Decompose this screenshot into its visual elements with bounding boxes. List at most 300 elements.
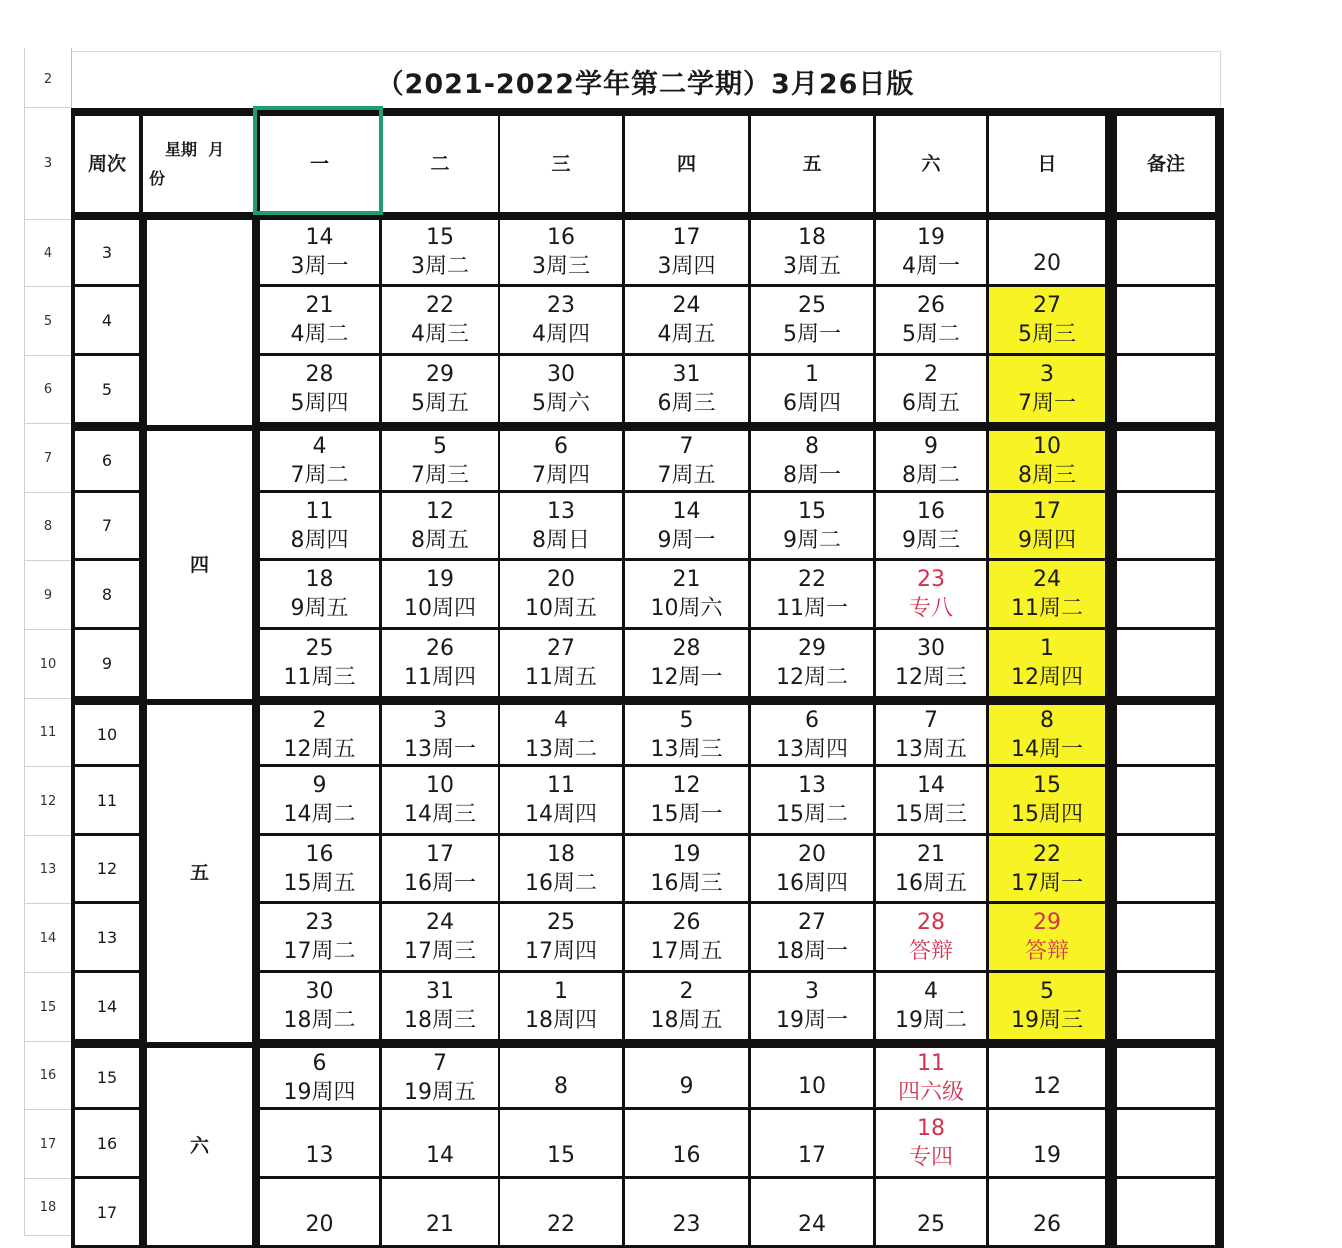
remark-cell[interactable] [1117,220,1215,284]
date-number: 28 [917,910,945,935]
date-note: 四六级 [897,1079,964,1105]
date-note: 15周一 [650,802,723,827]
date-note: 3周一 [290,254,349,279]
date-cell[interactable] [382,561,498,627]
month-cell[interactable]: 五 [147,705,252,1042]
date-note: 10周五 [525,596,597,621]
date-cell[interactable] [382,431,498,490]
date-cell[interactable] [751,630,873,696]
date-cell[interactable] [382,1110,498,1176]
week-number-cell[interactable]: 15 [75,1048,139,1107]
date-note: 15周三 [895,802,967,827]
date-cell[interactable] [260,220,379,284]
date-number: 21 [917,841,945,867]
date-cell[interactable] [260,561,379,627]
date-number: 3 [805,979,819,1004]
header-weekday-month-top: 星期 月 [165,140,225,159]
row-number[interactable]: 16 [25,1042,71,1110]
date-number: 12 [672,773,701,798]
date-cell[interactable] [876,973,986,1039]
date-note: 5周一 [783,322,841,347]
date-number: 6 [554,433,568,459]
date-cell[interactable] [382,767,498,833]
date-cell[interactable] [260,836,379,901]
date-number: 28 [305,362,334,387]
header-day-4[interactable]: 四 [625,116,748,212]
row-number[interactable]: 17 [25,1110,71,1179]
date-number: 26 [917,293,945,318]
date-number: 5 [679,707,694,733]
date-number: 15 [798,498,826,524]
header-remark[interactable]: 备注 [1117,116,1215,212]
remark-cell[interactable] [1117,767,1215,833]
date-cell[interactable] [382,630,498,696]
remark-cell[interactable] [1117,287,1215,353]
date-note: 11周四 [404,665,476,690]
date-cell[interactable] [876,220,986,284]
date-number: 4 [554,707,568,733]
month-cell[interactable]: 四 [147,431,252,699]
row-number[interactable]: 18 [25,1179,71,1236]
date-number: 14 [917,773,945,798]
date-cell[interactable] [260,705,379,764]
date-number: 30 [305,979,334,1004]
week-number-cell[interactable]: 9 [75,630,139,696]
date-number: 13 [798,773,826,798]
date-note: 18周四 [525,1008,597,1033]
date-cell[interactable] [260,973,379,1039]
date-cell[interactable] [876,630,986,696]
date-cell[interactable] [989,1179,1105,1245]
remark-cell[interactable] [1117,1110,1215,1176]
date-note: 18周一 [776,939,848,964]
date-cell[interactable] [625,767,748,833]
date-cell[interactable] [500,1048,622,1107]
date-cell[interactable] [500,705,622,764]
date-number: 16 [547,225,575,250]
date-cell[interactable] [989,767,1105,833]
date-note: 16周一 [404,870,476,896]
row-number[interactable]: 12 [25,767,71,836]
date-number: 25 [798,293,826,318]
date-number: 23 [917,567,945,592]
date-number: 18 [547,841,575,867]
date-cell[interactable] [989,630,1105,696]
date-number: 27 [798,910,826,935]
date-number: 11 [547,773,575,798]
date-note: 6周三 [657,391,716,416]
date-note: 13周一 [404,736,476,762]
date-cell[interactable] [876,493,986,558]
header-day-6[interactable]: 六 [876,116,986,212]
row-number-gutter [24,48,72,1236]
date-note: 7周一 [1018,391,1076,416]
row-number[interactable]: 11 [25,699,71,767]
date-note: 4周二 [290,322,349,347]
date-cell[interactable] [625,904,748,970]
date-cell[interactable] [500,356,622,422]
week-number-cell[interactable]: 12 [75,836,139,901]
date-cell[interactable] [751,1179,873,1245]
date-cell[interactable] [751,1110,873,1176]
date-number: 2 [312,707,327,733]
date-cell[interactable] [500,630,622,696]
date-number: 18 [917,1116,945,1141]
remark-cell[interactable] [1117,356,1215,422]
date-number: 19 [426,567,454,592]
date-note: 16周二 [525,870,597,896]
date-cell[interactable] [260,493,379,558]
date-number: 29 [798,636,826,661]
date-note: 13周五 [895,736,967,762]
date-cell[interactable] [751,705,873,764]
date-note: 13周二 [525,736,597,762]
remark-cell[interactable] [1117,973,1215,1039]
week-number-cell[interactable]: 6 [75,431,139,490]
date-note: 8周日 [532,527,590,553]
row-number[interactable]: 15 [25,973,71,1042]
row-number[interactable]: 10 [25,630,71,699]
date-cell[interactable] [625,431,748,490]
date-number: 7 [924,707,938,733]
sheet-title[interactable]: （2021-2022学年第二学期）3月26日版 [71,51,1221,110]
date-note: 14周一 [1011,736,1083,762]
week-number-cell[interactable]: 13 [75,904,139,970]
date-note: 专四 [908,1145,953,1170]
date-cell[interactable] [382,904,498,970]
date-number: 4 [312,433,327,459]
date-note: 9周一 [657,527,716,553]
date-number: 9 [679,1074,694,1099]
date-number: 10 [426,773,454,798]
week-number-cell[interactable]: 10 [75,705,139,764]
date-cell[interactable] [625,493,748,558]
date-number: 12 [426,498,454,524]
remark-cell[interactable] [1117,1048,1215,1107]
date-number: 15 [426,225,454,250]
week-number-cell[interactable]: 11 [75,767,139,833]
row-number[interactable]: 14 [25,904,71,973]
date-cell[interactable] [625,561,748,627]
header-weekday-month-bottom: 份 [149,169,166,188]
date-cell[interactable] [382,287,498,353]
date-cell[interactable] [751,836,873,901]
date-cell[interactable] [500,493,622,558]
month-cell[interactable] [147,220,252,425]
date-cell[interactable] [500,431,622,490]
row-number[interactable]: 5 [25,287,71,356]
remark-cell[interactable] [1117,904,1215,970]
date-cell[interactable] [500,904,622,970]
date-number: 9 [312,773,327,798]
date-note: 3周四 [657,254,716,279]
date-number: 10 [798,1074,826,1099]
date-number: 11 [917,1050,945,1076]
date-number: 22 [1033,841,1061,867]
date-number: 2 [679,979,694,1004]
date-note: 12周一 [650,665,723,690]
header-day-7[interactable]: 日 [989,116,1105,212]
date-note: 19周五 [404,1079,476,1105]
header-week-number[interactable]: 周次 [75,116,139,212]
date-cell[interactable] [382,493,498,558]
date-cell[interactable] [876,287,986,353]
date-note: 8周三 [1018,462,1076,488]
date-note: 9周五 [290,596,349,621]
week-number-cell[interactable]: 17 [75,1179,139,1245]
date-number: 7 [433,1050,447,1076]
date-number: 17 [672,225,701,250]
date-cell[interactable] [260,1110,379,1176]
date-cell[interactable] [500,1110,622,1176]
date-note: 答辩 [1024,939,1069,964]
date-number: 19 [1033,1143,1061,1168]
date-cell[interactable] [876,904,986,970]
date-cell[interactable] [751,431,873,490]
date-cell[interactable] [876,836,986,901]
date-note: 9周三 [902,527,960,553]
date-note: 12周五 [283,736,356,762]
date-cell[interactable] [500,1179,622,1245]
date-cell[interactable] [751,1048,873,1107]
header-weekday-month[interactable] [143,116,253,212]
date-number: 2 [924,362,938,387]
date-cell[interactable] [382,705,498,764]
week-number-cell[interactable]: 7 [75,493,139,558]
date-cell[interactable] [260,630,379,696]
remark-cell[interactable] [1117,561,1215,627]
date-number: 25 [917,1212,945,1237]
date-cell[interactable] [260,1048,379,1107]
remark-cell[interactable] [1117,705,1215,764]
date-cell[interactable] [989,973,1105,1039]
header-day-5[interactable]: 五 [751,116,873,212]
date-cell[interactable] [751,356,873,422]
date-cell[interactable] [500,561,622,627]
date-note: 5周二 [902,322,960,347]
date-number: 8 [1040,707,1054,733]
date-note: 13周四 [776,736,848,762]
date-number: 18 [305,567,334,592]
date-cell[interactable] [260,1179,379,1245]
date-cell[interactable] [382,973,498,1039]
date-cell[interactable] [625,356,748,422]
date-cell[interactable] [751,904,873,970]
date-number: 30 [917,636,945,661]
date-note: 17周二 [283,939,356,964]
date-cell[interactable] [625,630,748,696]
date-number: 10 [1033,433,1061,459]
date-cell[interactable] [500,767,622,833]
date-number: 21 [672,567,701,592]
header-day-3[interactable]: 三 [500,116,622,212]
date-cell[interactable] [260,356,379,422]
date-cell[interactable] [751,973,873,1039]
row-number[interactable]: 4 [25,220,71,287]
date-number: 22 [798,567,826,592]
header-day-2[interactable]: 二 [382,116,498,212]
date-note: 5周六 [532,391,590,416]
date-number: 14 [426,1143,454,1168]
date-cell[interactable] [989,561,1105,627]
date-cell[interactable] [751,561,873,627]
date-number: 6 [805,707,819,733]
date-cell[interactable] [876,1048,986,1107]
row-number[interactable]: 9 [25,561,71,630]
date-cell[interactable] [625,1048,748,1107]
date-cell[interactable] [625,973,748,1039]
date-cell[interactable] [382,1179,498,1245]
date-note: 16周四 [776,870,848,896]
date-note: 14周四 [525,802,597,827]
date-number: 20 [305,1212,334,1237]
date-cell[interactable] [751,767,873,833]
date-cell[interactable] [751,287,873,353]
date-cell[interactable] [989,220,1105,284]
date-note: 5周三 [1018,322,1076,347]
date-note: 7周三 [411,462,469,488]
week-number-cell[interactable]: 3 [75,220,139,284]
date-cell[interactable] [500,220,622,284]
week-number-cell[interactable]: 16 [75,1110,139,1176]
row-number[interactable]: 6 [25,356,71,424]
date-number: 11 [305,498,334,524]
calendar-grid [71,108,1224,1248]
date-number: 3 [433,707,447,733]
date-cell[interactable] [751,220,873,284]
date-note: 16周五 [895,870,967,896]
date-number: 8 [805,433,819,459]
date-note: 12周四 [1011,665,1083,690]
date-cell[interactable] [989,287,1105,353]
date-note: 12周三 [895,665,967,690]
week-number-cell[interactable]: 8 [75,561,139,627]
date-note: 4周一 [902,254,960,279]
date-note: 7周五 [657,462,716,488]
date-number: 22 [547,1212,575,1237]
date-number: 21 [426,1212,454,1237]
date-note: 18周二 [283,1008,356,1033]
date-note: 8周二 [902,462,960,488]
date-number: 24 [672,293,701,318]
date-cell[interactable] [382,836,498,901]
date-note: 4周五 [657,322,716,347]
remark-cell[interactable] [1117,630,1215,696]
row-number[interactable]: 13 [25,836,71,904]
date-number: 31 [426,979,454,1004]
date-cell[interactable] [876,356,986,422]
date-cell[interactable] [382,1048,498,1107]
header-day-1[interactable]: 一 [260,116,379,212]
remark-cell[interactable] [1117,431,1215,490]
date-cell[interactable] [260,767,379,833]
date-cell[interactable] [500,836,622,901]
date-note: 9周四 [1018,527,1076,553]
date-number: 25 [547,910,575,935]
date-cell[interactable] [382,356,498,422]
date-number: 12 [1033,1074,1061,1099]
date-number: 14 [672,498,701,524]
date-cell[interactable] [989,1110,1105,1176]
date-number: 20 [1033,251,1061,276]
date-cell[interactable] [751,493,873,558]
date-cell[interactable] [625,287,748,353]
date-note: 15周二 [776,802,848,827]
date-cell[interactable] [260,287,379,353]
date-note: 17周一 [1011,870,1083,896]
row-number[interactable]: 3 [25,108,71,220]
date-note: 5周五 [411,391,469,416]
date-number: 23 [305,910,334,935]
date-cell[interactable] [500,973,622,1039]
date-note: 11周二 [1011,596,1083,621]
week-number-cell[interactable]: 4 [75,287,139,353]
date-cell[interactable] [989,431,1105,490]
date-number: 30 [547,362,575,387]
week-number-cell[interactable]: 14 [75,973,139,1039]
date-cell[interactable] [625,220,748,284]
row-number[interactable]: 7 [25,424,71,493]
date-cell[interactable] [625,1110,748,1176]
date-cell[interactable] [989,836,1105,901]
date-cell[interactable] [876,561,986,627]
date-cell[interactable] [625,705,748,764]
date-number: 25 [305,636,334,661]
date-number: 19 [672,841,701,867]
date-cell[interactable] [876,705,986,764]
date-note: 7周四 [532,462,590,488]
date-number: 16 [917,498,945,524]
date-note: 11周一 [776,596,848,621]
date-cell[interactable] [260,904,379,970]
date-note: 19周二 [895,1008,967,1033]
date-cell[interactable] [500,287,622,353]
date-cell[interactable] [876,767,986,833]
date-cell[interactable] [876,1179,986,1245]
date-cell[interactable] [625,1179,748,1245]
date-number: 27 [1033,293,1061,318]
remark-cell[interactable] [1117,493,1215,558]
date-cell[interactable] [989,705,1105,764]
date-number: 6 [312,1050,327,1076]
date-cell[interactable] [989,493,1105,558]
date-cell[interactable] [989,356,1105,422]
date-note: 8周四 [290,527,349,553]
date-cell[interactable] [989,904,1105,970]
date-cell[interactable] [625,836,748,901]
remark-cell[interactable] [1117,1179,1215,1245]
date-cell[interactable] [382,220,498,284]
date-note: 3周三 [532,254,590,279]
row-number[interactable]: 2 [25,51,71,108]
date-cell[interactable] [876,431,986,490]
date-cell[interactable] [989,1048,1105,1107]
row-number[interactable]: 8 [25,493,71,561]
date-note: 16周三 [650,870,723,896]
week-number-cell[interactable]: 5 [75,356,139,422]
date-number: 21 [305,293,334,318]
month-cell[interactable]: 六 [147,1048,252,1245]
date-cell[interactable] [876,1110,986,1176]
date-cell[interactable] [260,431,379,490]
date-note: 6周五 [902,391,960,416]
date-note: 14周三 [404,802,476,827]
date-number: 24 [798,1212,826,1237]
date-note: 答辩 [908,939,953,964]
remark-cell[interactable] [1117,836,1215,901]
date-number: 26 [1033,1212,1061,1237]
date-number: 1 [1040,636,1054,661]
